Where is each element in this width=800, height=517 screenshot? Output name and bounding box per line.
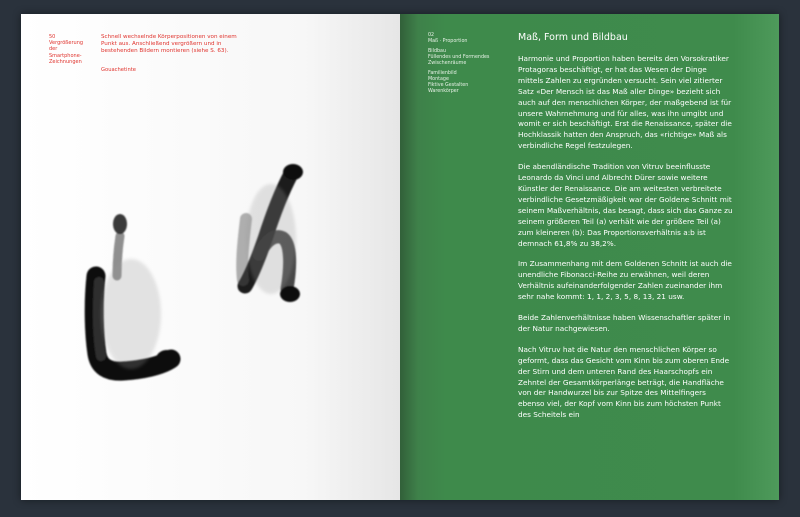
- body-text: [518, 54, 734, 431]
- paragraph: Harmonie und Proportion haben bereits den Vorsokratiker Protagoras beschäftigt, er hat das Wesen der Dinge mittels Zahlen zu ergründen versucht. Sein viel zitierter Satz «Der Mensch ist das Maß aller Dinge» bezieht sich auch auf den menschlichen Körper, der maßgebend ist für unsere Wahrnehmung und für alles, was ihn umgibt und womit er sich beschäftigt. Erst die Renaissance, später die Hochklassik hatten den Anspruch, das «richtige» Maß als verbindliche Regel festzulegen.: [518, 54, 732, 151]
- left-page: [21, 14, 400, 500]
- section-heading: Maß, Form und Bildbau: [518, 32, 628, 43]
- paragraph: Im Zusammenhang mit dem Goldenen Schnitt ist auch die unendliche Fibonacci-Reihe zu erwähnen, weil deren Verhältnis aufeinanderfolgender Zahlen zueinander ihm sehr nahe kommt: 1, 1, 2, 3, 5, 8, 13, 21 usw.: [518, 259, 732, 302]
- right-page: [400, 14, 779, 500]
- image-caption: Schnell wechselnde Körperpositionen von einem Punkt aus. Anschließend vergrößern und in bestehenden Bildern montieren (siehe S. 63).: [101, 34, 237, 55]
- chapter-number: 02 Maß · Proportion: [428, 33, 468, 44]
- section-subtopics: Familienbild Montage Fiktive Gestalten Warenkörper: [428, 71, 469, 94]
- caption-medium: Gouachetinte: [101, 67, 136, 73]
- section-topics: Bildbau Füllendes und Formendes Zwischenräume: [428, 49, 490, 66]
- chapter-navigation: [428, 33, 492, 99]
- paragraph: Beide Zahlenverhältnisse haben Wissenschaftler später in der Natur nachgewiesen.: [518, 313, 731, 333]
- book-spread: [21, 14, 779, 500]
- gutter-shadow: [400, 14, 418, 500]
- ink-drawing-figure: [21, 14, 400, 500]
- paragraph: Die abendländische Tradition von Vitruv beeinflusste Leonardo da Vinci und Albrecht Dürer sowie weitere Künstler der Renaissance. Die am weitesten verbreitete verbindliche Gesetzmäßigkeit war der Goldene Schnitt mit seinem Maßverhältnis, das besagt, dass sich das Ganze zu seinem größeren Teil (a) verhält wie der größere Teil (a) zum kleineren (b): Das Proportionsverhältnis a:b ist demnach 61,8% zu 38,2%.: [518, 162, 733, 248]
- margin-label: 50 Vergrößerung der Smartphone- Zeichnungen: [49, 34, 84, 65]
- paragraph: Nach Vitruv hat die Natur den menschlichen Körper so geformt, dass das Gesicht vom Kinn bis zum oberen Ende der Stirn und dem unteren Rand des Haarschopfs ein Zehntel der Gesamtkörperlänge beträgt, die Handfläche von der Handwurzel bis zur Spitze des Mittelfingers ebenso viel, der Kopf vom Kinn bis zum höchsten Punkt des Scheitels ein: [518, 344, 730, 420]
